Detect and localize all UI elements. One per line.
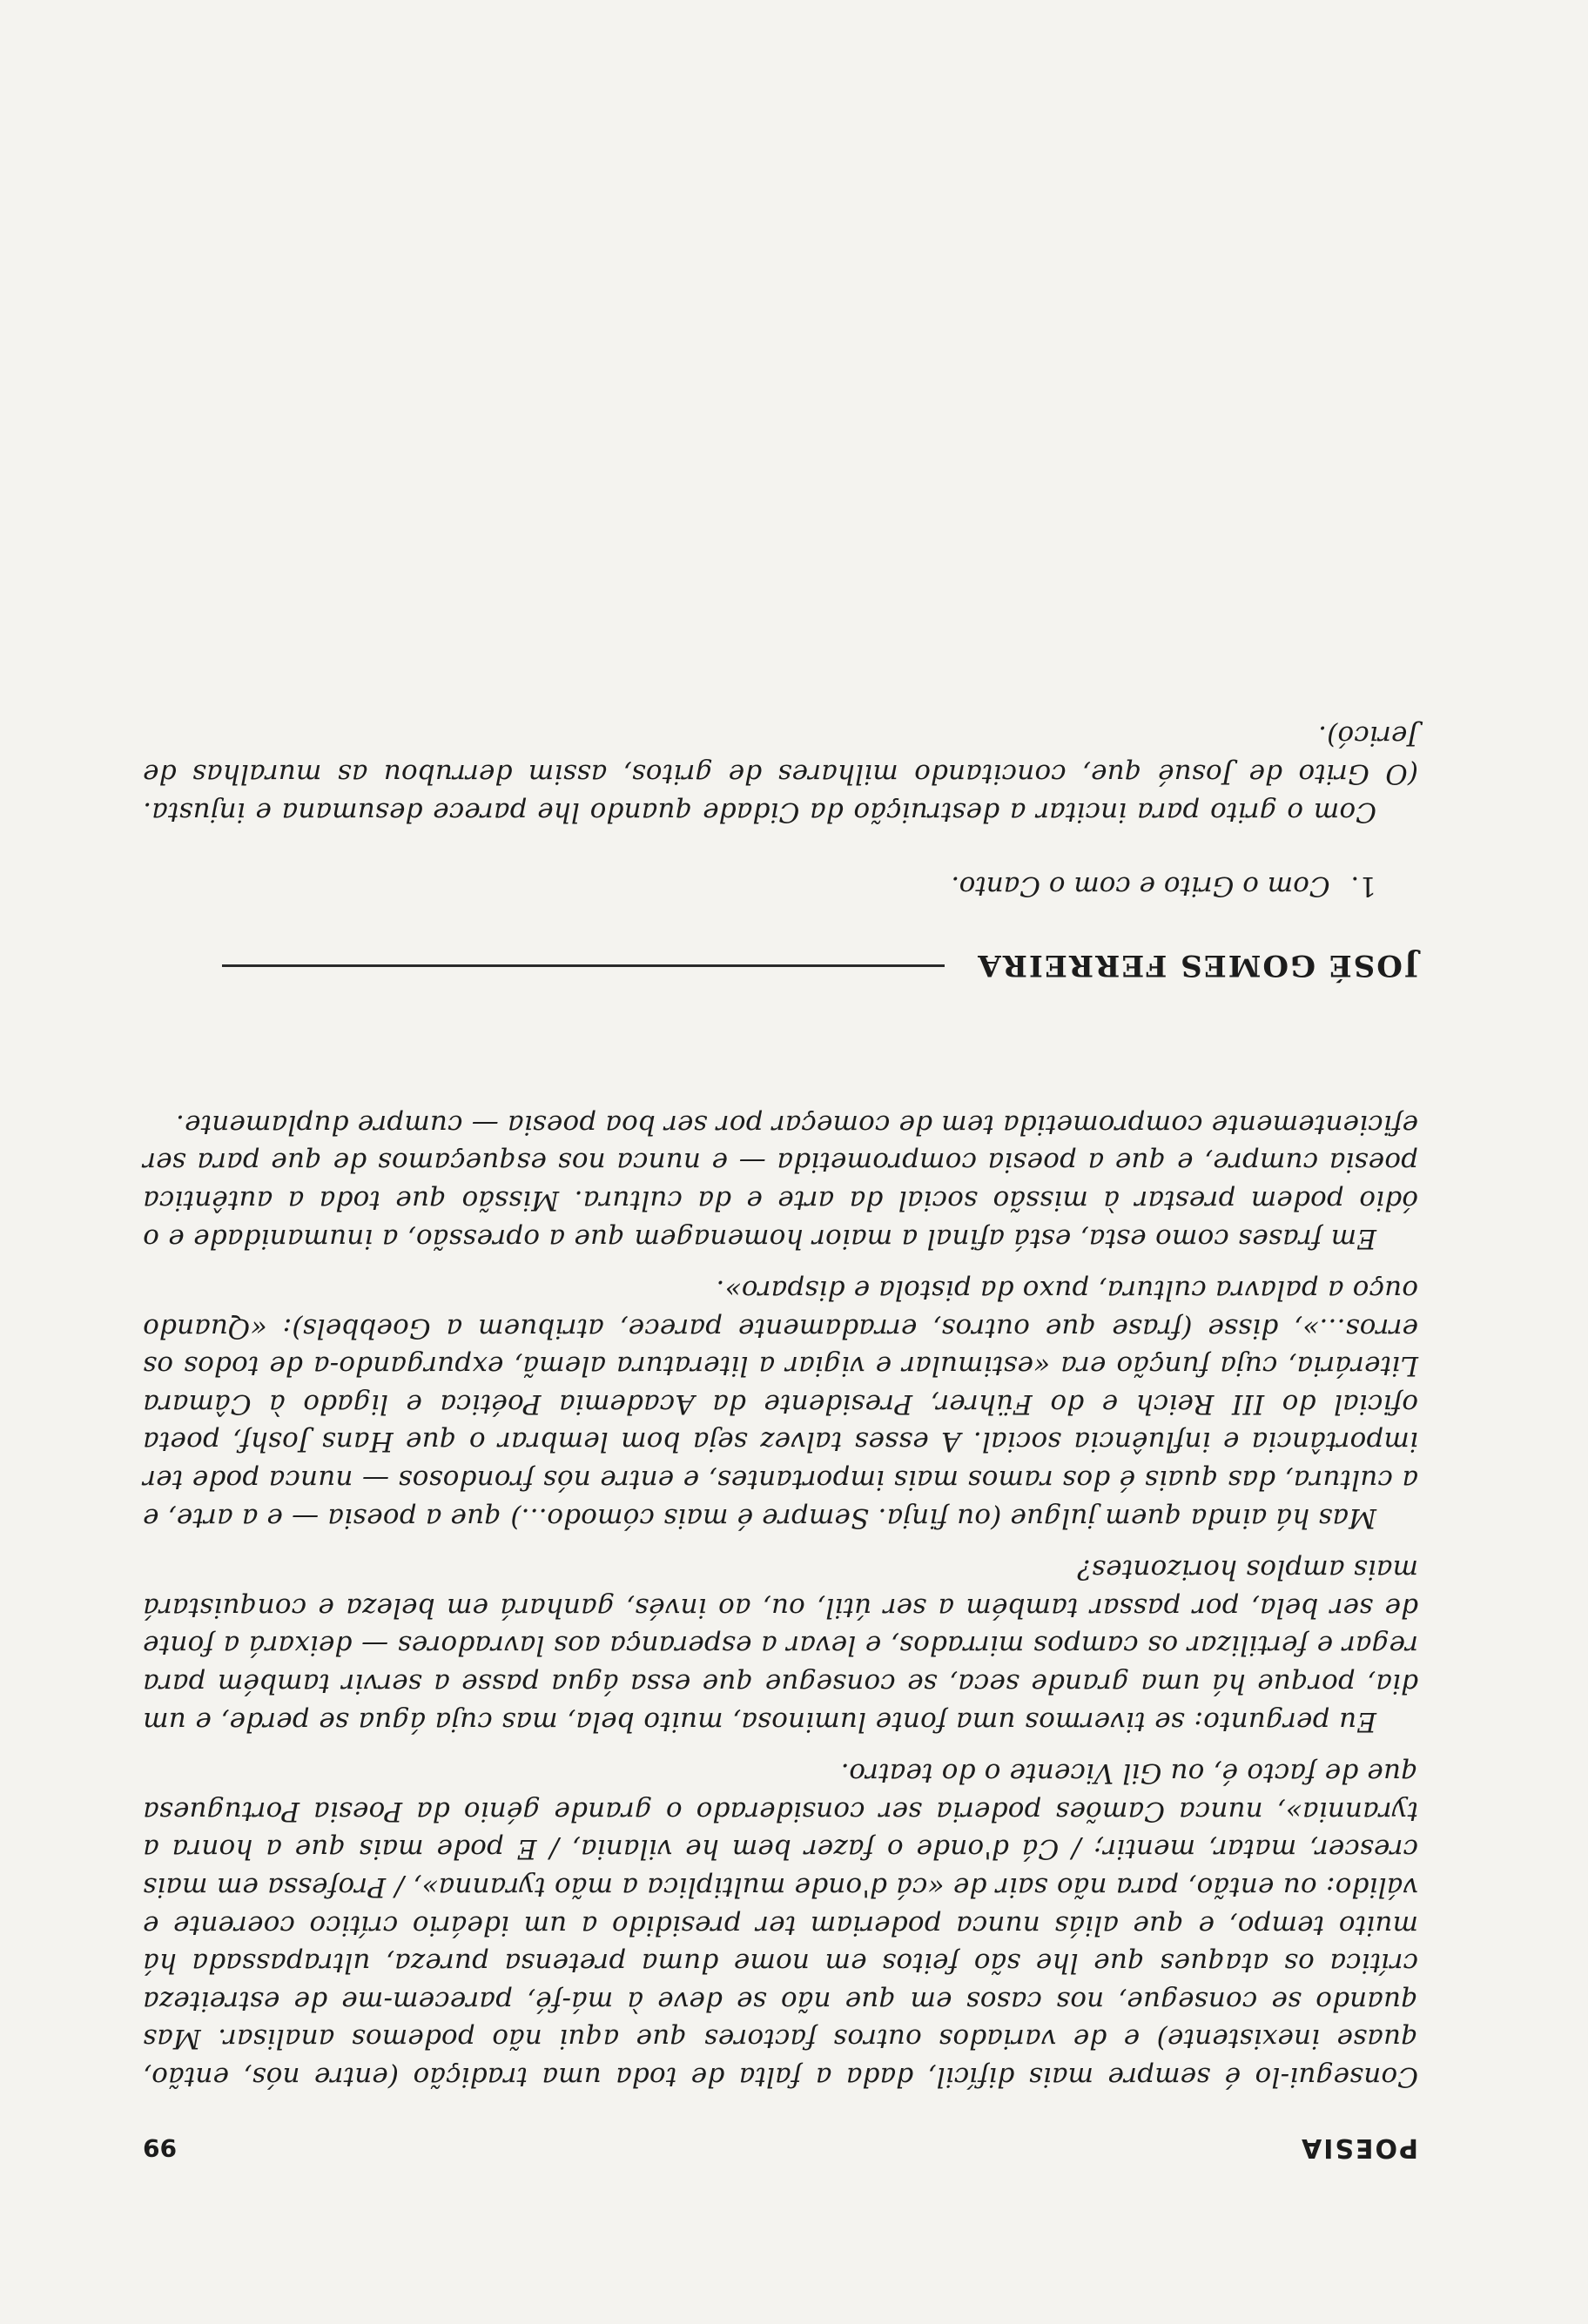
- page-number: 99: [143, 2133, 177, 2162]
- journal-title: POESIA: [1300, 2133, 1418, 2163]
- running-header: [143, 2121, 1418, 2163]
- paragraph: Mas há ainda quem julgue (ou finja. Sempre é mais cómodo...) que a poesia — e a arte, e a cultura, das quais é dos ramos mais importantes, e entre nós frondosos — nunca pode ter importância e influência social. A esses talvez seja bom lembrar o que Hans Joshf, poeta oficial do III Reich e do Führer, Presidente da Academia Poética e ligado à Câmara Literária, cuja função era «estimular e vigiar a literatura alemã, expurgando-a de todos os erros...», disse (frase que outros, erradamente parece, atribuem a Goebbels): «Quando ouço a palavra cultura, puxo da pistola e disparo».: [143, 1274, 1418, 1534]
- paragraph: Consegui-lo é sempre mais difícil, dada a falta de toda uma tradição (entre nós, então, quase inexistente) e de variados outros factores que aqui não podemos analisar. Mas quando se consegue, nos casos em que não se deve à má-fé, parecem-me de estreiteza crítica os ataques que lhe são feitos em nome duma pretensa pureza, ultrapassada há muito tempo, e que aliás nunca poderiam ter presidido a um ideário crítico coerente e válido: ou então, para não sair de «cá d'onde multiplica a mão tyranna», / Professa em mais crescer, matar, mentir; / Cá d'onde o fazer bem he vilania, / E pode mais que a honra a tyrannia», nunca Camões poderia ser considerado o grande génio da Poesia Portuguesa que de facto é, ou Gil Vicente o do teatro.: [143, 1757, 1418, 2092]
- section-heading: [143, 948, 1418, 983]
- paragraph: Em frases como esta, está afinal a maior homenagem que a opressão, a inumanidade e o ódio podem prestar à missão social da arte e da cultura. Missão que toda a autêntica poesia cumpre, e que a poesia comprometida — e nunca nos esqueçamos de que para ser eficientemente comprometida tem de começar por ser boa poesia — cumpre duplamente.: [143, 1108, 1418, 1254]
- heading-rule: [222, 964, 945, 967]
- section-body: [143, 716, 1418, 830]
- paragraph: Com o grito para incitar a destruição da Cidade quando lhe parece desumana e injusta. (O Grito de Josué que, concitando milhares de gritos, assim derrubou as muralhas de Jericó).: [143, 720, 1418, 828]
- paragraph: Eu pergunto: se tivermos uma fonte luminosa, muito bela, mas cuja água se perde, e um dia, porque há uma grande seca, se consegue que essa água passe a servir também para regar e fertilizar os campos mirrados, e levar a esperança aos lavradores — deixará a fonte de ser bela, por passar também a ser útil, ou, ao invés, ganhará em beleza e conquistará mais amplos horizontes?: [143, 1554, 1418, 1737]
- section-item-heading: [143, 867, 1418, 905]
- article-body: [143, 1105, 1418, 2095]
- author-name: JOSÉ GOMES FERREIRA: [976, 948, 1418, 984]
- page-content: [143, 161, 1418, 2163]
- item-number: 1.: [1350, 870, 1376, 903]
- item-title: Com o Grito e com o Canto.: [951, 870, 1330, 903]
